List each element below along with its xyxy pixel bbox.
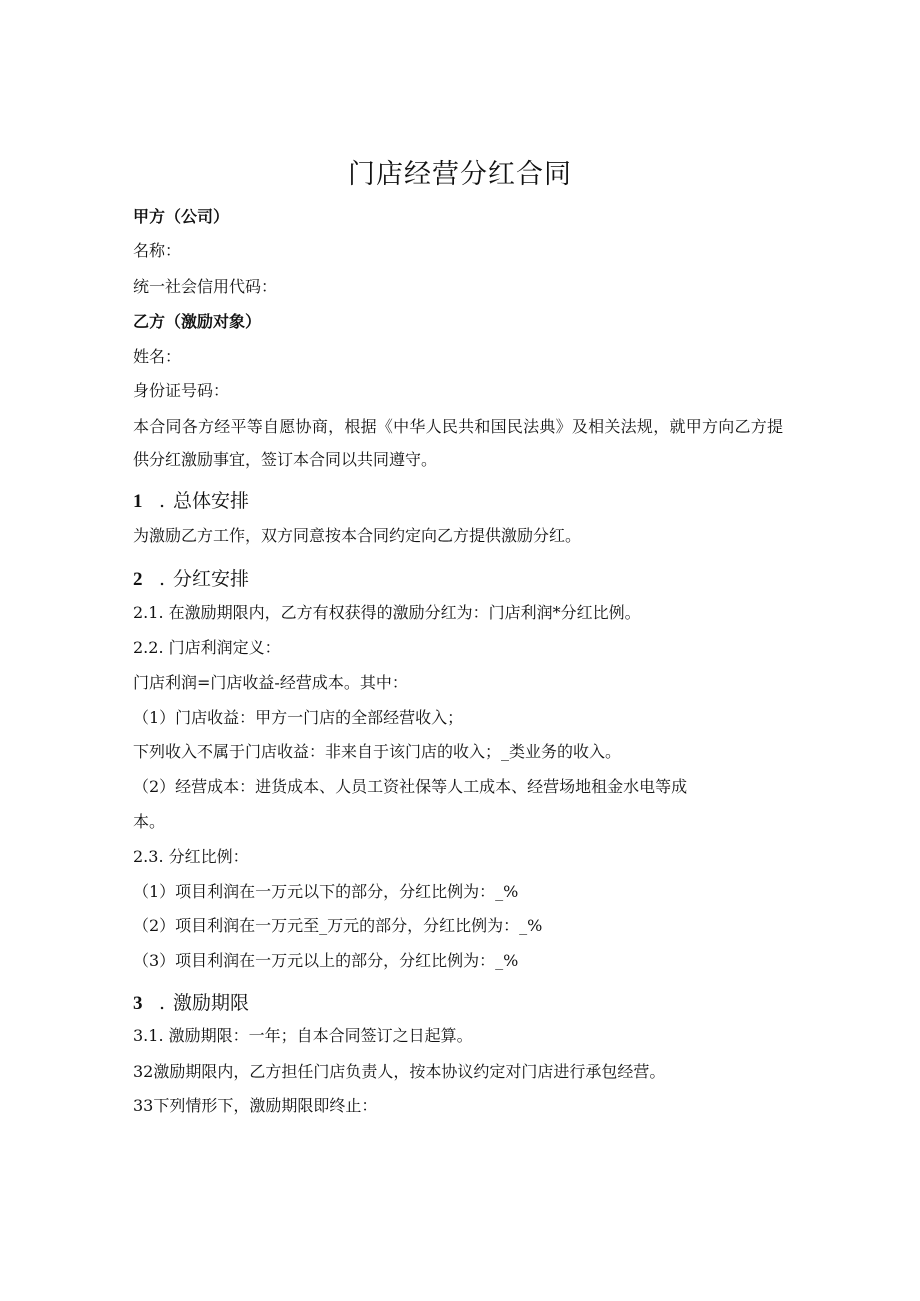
operating-cost-continued: 本。 bbox=[133, 812, 166, 831]
clause-2-1: 2.1. 在激励期限内，乙方有权获得的激励分红为：门店利润*分红比例。 bbox=[133, 603, 641, 622]
page-title: 门店经营分红合同 bbox=[348, 159, 572, 190]
clause-3-3: 33下列情形下，激励期限即终止： bbox=[133, 1096, 378, 1115]
operating-cost-item: （2）经营成本：进货成本、人员工资社保等人工成本、经营场地租金水电等成 bbox=[133, 777, 688, 796]
party-b-label: 乙方（激励对象） bbox=[133, 312, 262, 331]
clause-3-2: 32激励期限内，乙方担任门店负责人，按本协议约定对门店进行承包经营。 bbox=[133, 1062, 666, 1081]
party-b-name-field: 姓名： bbox=[133, 347, 182, 366]
section-1-line: 为激励乙方工作，双方同意按本合同约定向乙方提供激励分红。 bbox=[133, 526, 582, 545]
section-dot: . bbox=[159, 490, 166, 512]
profit-definition: 门店利润=门店收益-经营成本。其中： bbox=[133, 673, 408, 692]
section-number: 3 bbox=[133, 993, 143, 1014]
section-title: 分红安排 bbox=[173, 568, 250, 590]
clause-2-2: 2.2. 门店利润定义： bbox=[133, 638, 281, 657]
section-number: 2 bbox=[133, 569, 143, 590]
ratio-tier-2: （2）项目利润在一万元至_万元的部分，分红比例为：_% bbox=[133, 916, 543, 935]
ratio-tier-3: （3）项目利润在一万元以上的部分，分红比例为：_% bbox=[133, 951, 519, 970]
party-b-id-field: 身份证号码： bbox=[133, 381, 230, 400]
clause-2-3: 2.3. 分红比例： bbox=[133, 847, 249, 866]
section-heading-2 bbox=[133, 566, 249, 593]
section-dot: . bbox=[159, 568, 166, 590]
section-heading-1 bbox=[133, 488, 249, 515]
store-revenue-item: （1）门店收益：甲方一门店的全部经营收入； bbox=[133, 708, 464, 727]
clause-3-1: 3.1. 激励期限：一年；自本合同签订之日起算。 bbox=[133, 1026, 473, 1045]
section-heading-3 bbox=[133, 990, 249, 1017]
section-title: 总体安排 bbox=[173, 490, 250, 512]
party-a-label: 甲方（公司） bbox=[133, 207, 230, 226]
section-title: 激励期限 bbox=[173, 992, 250, 1014]
party-a-code-field: 统一社会信用代码： bbox=[133, 277, 278, 296]
party-a-name-field: 名称： bbox=[133, 241, 182, 260]
ratio-tier-1: （1）项目利润在一万元以下的部分，分红比例为：_% bbox=[133, 882, 519, 901]
section-number: 1 bbox=[133, 491, 143, 512]
section-dot: . bbox=[159, 992, 166, 1014]
preamble-paragraph: 本合同各方经平等自愿协商，根据《中华人民共和国民法典》及相关法规，就甲方向乙方提供分红激励事宜，签订本合同以共同遵守。 bbox=[133, 417, 783, 469]
revenue-exclusion: 下列收入不属于门店收益：非来自于该门店的收入；_类业务的收入。 bbox=[133, 742, 622, 761]
